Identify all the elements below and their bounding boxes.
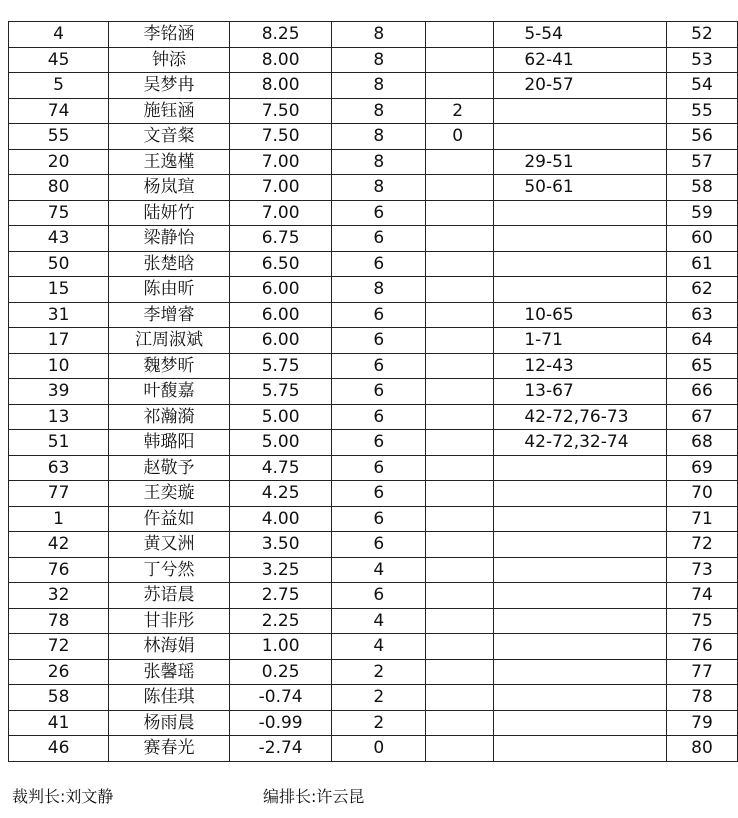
tiebreak-cell bbox=[426, 226, 494, 252]
player-number-cell: 50 bbox=[9, 251, 109, 277]
player-number-cell: 43 bbox=[9, 226, 109, 252]
rank-cell: 61 bbox=[666, 251, 737, 277]
table-row bbox=[9, 124, 738, 150]
player-name-cell: 仵益如 bbox=[109, 506, 230, 532]
rank-cell: 63 bbox=[666, 302, 737, 328]
tiebreak-cell bbox=[426, 736, 494, 762]
tiebreak-cell bbox=[426, 506, 494, 532]
rank-cell: 56 bbox=[666, 124, 737, 150]
pairing-note-cell bbox=[494, 98, 667, 124]
points-cell: 0 bbox=[332, 736, 426, 762]
points-cell: 8 bbox=[332, 22, 426, 48]
pairing-note-cell bbox=[494, 124, 667, 150]
score-cell: 5.00 bbox=[229, 430, 331, 456]
player-name-cell: 杨雨晨 bbox=[109, 710, 230, 736]
tiebreak-cell bbox=[426, 583, 494, 609]
pairing-note-cell: 62-41 bbox=[494, 47, 667, 73]
points-cell: 6 bbox=[332, 430, 426, 456]
rank-cell: 52 bbox=[666, 22, 737, 48]
player-name-cell: 祁瀚漪 bbox=[109, 404, 230, 430]
player-number-cell: 13 bbox=[9, 404, 109, 430]
player-name-cell: 黄又洲 bbox=[109, 532, 230, 558]
player-name-cell: 魏梦昕 bbox=[109, 353, 230, 379]
pairing-note-cell bbox=[494, 277, 667, 303]
tiebreak-cell bbox=[426, 659, 494, 685]
table-row bbox=[9, 685, 738, 711]
player-name-cell: 李铭涵 bbox=[109, 22, 230, 48]
player-name-cell: 张楚晗 bbox=[109, 251, 230, 277]
table-row bbox=[9, 634, 738, 660]
player-number-cell: 72 bbox=[9, 634, 109, 660]
tiebreak-cell bbox=[426, 175, 494, 201]
tiebreak-cell bbox=[426, 685, 494, 711]
player-number-cell: 5 bbox=[9, 73, 109, 99]
pairing-note-cell: 13-67 bbox=[494, 379, 667, 405]
pairing-note-cell: 20-57 bbox=[494, 73, 667, 99]
score-cell: 4.00 bbox=[229, 506, 331, 532]
table-row bbox=[9, 175, 738, 201]
score-cell: 8.00 bbox=[229, 47, 331, 73]
player-number-cell: 45 bbox=[9, 47, 109, 73]
points-cell: 4 bbox=[332, 634, 426, 660]
tiebreak-cell bbox=[426, 328, 494, 354]
points-cell: 8 bbox=[332, 73, 426, 99]
score-cell: 4.25 bbox=[229, 481, 331, 507]
table-row bbox=[9, 73, 738, 99]
pairing-note-cell: 12-43 bbox=[494, 353, 667, 379]
points-cell: 6 bbox=[332, 506, 426, 532]
rank-cell: 79 bbox=[666, 710, 737, 736]
score-cell: 7.00 bbox=[229, 175, 331, 201]
points-cell: 6 bbox=[332, 251, 426, 277]
rank-cell: 71 bbox=[666, 506, 737, 532]
score-cell: 2.75 bbox=[229, 583, 331, 609]
player-number-cell: 1 bbox=[9, 506, 109, 532]
player-number-cell: 75 bbox=[9, 200, 109, 226]
table-row bbox=[9, 710, 738, 736]
tiebreak-cell bbox=[426, 353, 494, 379]
chief-arbiter-label: 编排长:许云昆 bbox=[263, 787, 365, 806]
player-number-cell: 15 bbox=[9, 277, 109, 303]
tiebreak-cell bbox=[426, 149, 494, 175]
table-row bbox=[9, 608, 738, 634]
tiebreak-cell bbox=[426, 379, 494, 405]
table-row bbox=[9, 98, 738, 124]
pairing-note-cell bbox=[494, 200, 667, 226]
table-row bbox=[9, 22, 738, 48]
points-cell: 2 bbox=[332, 685, 426, 711]
score-cell: -0.74 bbox=[229, 685, 331, 711]
rank-cell: 80 bbox=[666, 736, 737, 762]
player-name-cell: 王奕璇 bbox=[109, 481, 230, 507]
table-row bbox=[9, 302, 738, 328]
table-row bbox=[9, 226, 738, 252]
tiebreak-cell bbox=[426, 710, 494, 736]
points-cell: 6 bbox=[332, 328, 426, 354]
points-cell: 6 bbox=[332, 481, 426, 507]
player-name-cell: 施钰涵 bbox=[109, 98, 230, 124]
player-number-cell: 46 bbox=[9, 736, 109, 762]
player-number-cell: 76 bbox=[9, 557, 109, 583]
results-table bbox=[8, 21, 738, 762]
results-body bbox=[9, 22, 738, 762]
pairing-note-cell: 42-72,32-74 bbox=[494, 430, 667, 456]
player-name-cell: 钟添 bbox=[109, 47, 230, 73]
tiebreak-cell bbox=[426, 404, 494, 430]
table-row bbox=[9, 481, 738, 507]
table-row bbox=[9, 149, 738, 175]
rank-cell: 73 bbox=[666, 557, 737, 583]
player-name-cell: 丁兮然 bbox=[109, 557, 230, 583]
player-name-cell: 李增睿 bbox=[109, 302, 230, 328]
score-cell: 6.75 bbox=[229, 226, 331, 252]
player-name-cell: 苏语晨 bbox=[109, 583, 230, 609]
player-number-cell: 31 bbox=[9, 302, 109, 328]
pairing-note-cell: 1-71 bbox=[494, 328, 667, 354]
table-row bbox=[9, 200, 738, 226]
rank-cell: 66 bbox=[666, 379, 737, 405]
player-number-cell: 32 bbox=[9, 583, 109, 609]
points-cell: 6 bbox=[332, 583, 426, 609]
rank-cell: 65 bbox=[666, 353, 737, 379]
rank-cell: 64 bbox=[666, 328, 737, 354]
rank-cell: 67 bbox=[666, 404, 737, 430]
table-row bbox=[9, 379, 738, 405]
player-name-cell: 梁静怡 bbox=[109, 226, 230, 252]
rank-cell: 72 bbox=[666, 532, 737, 558]
tiebreak-cell bbox=[426, 634, 494, 660]
tiebreak-cell bbox=[426, 47, 494, 73]
rank-cell: 70 bbox=[666, 481, 737, 507]
score-cell: 2.25 bbox=[229, 608, 331, 634]
points-cell: 4 bbox=[332, 557, 426, 583]
points-cell: 6 bbox=[332, 379, 426, 405]
player-number-cell: 80 bbox=[9, 175, 109, 201]
pairing-note-cell bbox=[494, 685, 667, 711]
rank-cell: 69 bbox=[666, 455, 737, 481]
tiebreak-cell bbox=[426, 608, 494, 634]
player-name-cell: 陈佳琪 bbox=[109, 685, 230, 711]
pairing-note-cell bbox=[494, 506, 667, 532]
rank-cell: 78 bbox=[666, 685, 737, 711]
player-number-cell: 17 bbox=[9, 328, 109, 354]
tiebreak-cell bbox=[426, 532, 494, 558]
pairing-note-cell bbox=[494, 251, 667, 277]
tiebreak-cell bbox=[426, 557, 494, 583]
pairing-note-cell bbox=[494, 608, 667, 634]
rank-cell: 68 bbox=[666, 430, 737, 456]
points-cell: 8 bbox=[332, 149, 426, 175]
table-row bbox=[9, 430, 738, 456]
table-row bbox=[9, 328, 738, 354]
score-cell: 7.50 bbox=[229, 124, 331, 150]
player-number-cell: 58 bbox=[9, 685, 109, 711]
pairing-note-cell: 10-65 bbox=[494, 302, 667, 328]
pairing-note-cell bbox=[494, 226, 667, 252]
points-cell: 6 bbox=[332, 200, 426, 226]
score-cell: 7.50 bbox=[229, 98, 331, 124]
points-cell: 6 bbox=[332, 353, 426, 379]
player-number-cell: 78 bbox=[9, 608, 109, 634]
table-row bbox=[9, 557, 738, 583]
pairing-note-cell: 50-61 bbox=[494, 175, 667, 201]
points-cell: 6 bbox=[332, 302, 426, 328]
table-row bbox=[9, 277, 738, 303]
pairing-note-cell bbox=[494, 532, 667, 558]
table-row bbox=[9, 353, 738, 379]
pairing-note-cell bbox=[494, 659, 667, 685]
rank-cell: 76 bbox=[666, 634, 737, 660]
player-number-cell: 55 bbox=[9, 124, 109, 150]
pairing-note-cell bbox=[494, 710, 667, 736]
player-number-cell: 42 bbox=[9, 532, 109, 558]
rank-cell: 59 bbox=[666, 200, 737, 226]
table-row bbox=[9, 736, 738, 762]
points-cell: 8 bbox=[332, 175, 426, 201]
rank-cell: 58 bbox=[666, 175, 737, 201]
rank-cell: 53 bbox=[666, 47, 737, 73]
player-number-cell: 4 bbox=[9, 22, 109, 48]
tiebreak-cell bbox=[426, 455, 494, 481]
points-cell: 8 bbox=[332, 124, 426, 150]
tiebreak-cell bbox=[426, 73, 494, 99]
player-name-cell: 杨岚瑄 bbox=[109, 175, 230, 201]
player-name-cell: 陈由昕 bbox=[109, 277, 230, 303]
pairing-note-cell bbox=[494, 557, 667, 583]
pairing-note-cell: 42-72,76-73 bbox=[494, 404, 667, 430]
score-cell: 0.25 bbox=[229, 659, 331, 685]
points-cell: 2 bbox=[332, 710, 426, 736]
table-row bbox=[9, 455, 738, 481]
tiebreak-cell bbox=[426, 302, 494, 328]
points-cell: 8 bbox=[332, 47, 426, 73]
tiebreak-cell bbox=[426, 481, 494, 507]
player-name-cell: 吴梦冉 bbox=[109, 73, 230, 99]
player-name-cell: 陆妍竹 bbox=[109, 200, 230, 226]
player-number-cell: 77 bbox=[9, 481, 109, 507]
score-cell: 3.25 bbox=[229, 557, 331, 583]
table-row bbox=[9, 47, 738, 73]
score-cell: -2.74 bbox=[229, 736, 331, 762]
score-cell: 6.50 bbox=[229, 251, 331, 277]
points-cell: 6 bbox=[332, 455, 426, 481]
score-cell: 7.00 bbox=[229, 149, 331, 175]
score-cell: 8.25 bbox=[229, 22, 331, 48]
pairing-note-cell bbox=[494, 455, 667, 481]
table-row bbox=[9, 506, 738, 532]
score-cell: 8.00 bbox=[229, 73, 331, 99]
tiebreak-cell bbox=[426, 22, 494, 48]
table-row bbox=[9, 404, 738, 430]
player-number-cell: 74 bbox=[9, 98, 109, 124]
points-cell: 6 bbox=[332, 226, 426, 252]
rank-cell: 62 bbox=[666, 277, 737, 303]
score-cell: -0.99 bbox=[229, 710, 331, 736]
tiebreak-cell: 2 bbox=[426, 98, 494, 124]
rank-cell: 74 bbox=[666, 583, 737, 609]
chief-referee-label: 裁判长:刘文静 bbox=[12, 787, 114, 806]
rank-cell: 55 bbox=[666, 98, 737, 124]
table-row bbox=[9, 659, 738, 685]
player-name-cell: 赛春光 bbox=[109, 736, 230, 762]
points-cell: 8 bbox=[332, 98, 426, 124]
player-name-cell: 王逸槿 bbox=[109, 149, 230, 175]
player-number-cell: 41 bbox=[9, 710, 109, 736]
player-number-cell: 39 bbox=[9, 379, 109, 405]
pairing-note-cell bbox=[494, 583, 667, 609]
points-cell: 6 bbox=[332, 532, 426, 558]
pairing-note-cell bbox=[494, 634, 667, 660]
player-number-cell: 51 bbox=[9, 430, 109, 456]
points-cell: 6 bbox=[332, 404, 426, 430]
score-cell: 7.00 bbox=[229, 200, 331, 226]
player-name-cell: 叶馥嘉 bbox=[109, 379, 230, 405]
points-cell: 8 bbox=[332, 277, 426, 303]
player-name-cell: 韩璐阳 bbox=[109, 430, 230, 456]
table-row bbox=[9, 583, 738, 609]
score-cell: 5.00 bbox=[229, 404, 331, 430]
score-cell: 6.00 bbox=[229, 277, 331, 303]
score-cell: 1.00 bbox=[229, 634, 331, 660]
score-cell: 5.75 bbox=[229, 379, 331, 405]
rank-cell: 60 bbox=[666, 226, 737, 252]
player-name-cell: 文音粲 bbox=[109, 124, 230, 150]
pairing-note-cell bbox=[494, 481, 667, 507]
tiebreak-cell: 0 bbox=[426, 124, 494, 150]
rank-cell: 54 bbox=[666, 73, 737, 99]
score-cell: 3.50 bbox=[229, 532, 331, 558]
score-cell: 6.00 bbox=[229, 328, 331, 354]
tiebreak-cell bbox=[426, 430, 494, 456]
player-name-cell: 赵敬予 bbox=[109, 455, 230, 481]
score-cell: 4.75 bbox=[229, 455, 331, 481]
rank-cell: 57 bbox=[666, 149, 737, 175]
player-name-cell: 江周淑斌 bbox=[109, 328, 230, 354]
table-row bbox=[9, 532, 738, 558]
player-number-cell: 63 bbox=[9, 455, 109, 481]
rank-cell: 77 bbox=[666, 659, 737, 685]
pairing-note-cell: 29-51 bbox=[494, 149, 667, 175]
rank-cell: 75 bbox=[666, 608, 737, 634]
points-cell: 4 bbox=[332, 608, 426, 634]
player-number-cell: 10 bbox=[9, 353, 109, 379]
tiebreak-cell bbox=[426, 200, 494, 226]
player-name-cell: 林海娟 bbox=[109, 634, 230, 660]
pairing-note-cell: 5-54 bbox=[494, 22, 667, 48]
player-name-cell: 张馨瑶 bbox=[109, 659, 230, 685]
tiebreak-cell bbox=[426, 251, 494, 277]
table-row bbox=[9, 251, 738, 277]
player-name-cell: 甘非彤 bbox=[109, 608, 230, 634]
points-cell: 2 bbox=[332, 659, 426, 685]
player-number-cell: 20 bbox=[9, 149, 109, 175]
player-number-cell: 26 bbox=[9, 659, 109, 685]
score-cell: 6.00 bbox=[229, 302, 331, 328]
score-cell: 5.75 bbox=[229, 353, 331, 379]
pairing-note-cell bbox=[494, 736, 667, 762]
tiebreak-cell bbox=[426, 277, 494, 303]
